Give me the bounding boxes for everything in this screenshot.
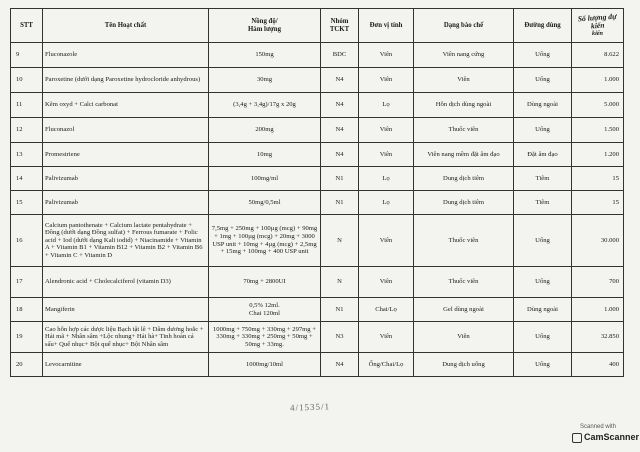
cell-group: N1 — [321, 191, 359, 215]
cell-qty: 400 — [572, 353, 624, 377]
cell-form: Dung dịch uống — [414, 353, 514, 377]
cell-stt: 17 — [11, 267, 43, 298]
cell-unit: Chai/Lọ — [359, 298, 414, 322]
header-strength — [209, 9, 321, 43]
cell-group: N1 — [321, 167, 359, 191]
cell-route: Uống — [514, 322, 572, 353]
table-row — [11, 191, 624, 215]
cell-route: Dùng ngoài — [514, 93, 572, 118]
cell-group: N4 — [321, 93, 359, 118]
cell-unit: Viên — [359, 118, 414, 143]
cell-qty: 1.000 — [572, 68, 624, 93]
drug-list-table — [10, 8, 624, 377]
cell-route: Uống — [514, 353, 572, 377]
cell-form: Dung dịch tiêm — [414, 191, 514, 215]
cell-route: Đặt âm đạo — [514, 143, 572, 167]
cell-form: Viên — [414, 68, 514, 93]
table-row — [11, 167, 624, 191]
cell-unit: Ống/Chai/Lọ — [359, 353, 414, 377]
scanner-caption: Scanned with — [580, 424, 617, 430]
cell-stt: 13 — [11, 143, 43, 167]
cell-stt: 19 — [11, 322, 43, 353]
cell-stt: 9 — [11, 43, 43, 68]
cell-strength: (3,4g + 3,4g)/17g x 20g — [209, 93, 321, 118]
header-stt: STT — [11, 9, 43, 43]
cell-stt: 16 — [11, 215, 43, 267]
cell-group: BDC — [321, 43, 359, 68]
cell-form: Thuốc viên — [414, 267, 514, 298]
camscanner-logo-icon — [572, 433, 582, 443]
header-route: Đường dùng — [514, 9, 572, 43]
table-row — [11, 43, 624, 68]
cell-name: Fluconazole — [43, 43, 209, 68]
table-header-row — [11, 9, 624, 43]
cell-strength: 10mg — [209, 143, 321, 167]
cell-name: Fluconazol — [43, 118, 209, 143]
cell-form: Gel dùng ngoài — [414, 298, 514, 322]
cell-unit: Viên — [359, 267, 414, 298]
cell-form: Viên nang mềm đặt âm đạo — [414, 143, 514, 167]
cell-route: Uống — [514, 267, 572, 298]
cell-unit: Lọ — [359, 191, 414, 215]
cell-group: N4 — [321, 353, 359, 377]
table-row — [11, 298, 624, 322]
cell-strength: 150mg — [209, 43, 321, 68]
cell-qty: 15 — [572, 191, 624, 215]
cell-name: Cao hỗn hợp các dược liệu Bạch tật lê + Dâm dương hoắc + Hải mã + Nhân sâm +Lộc nhung+ Hải hà+ Tinh hoàn cá sấu+ Quế nhục+ Bột quế nhục+ Bột Nhân sâm — [43, 322, 209, 353]
camscanner-watermark — [572, 424, 640, 446]
header-qty-line1: Số lượng dự kiến — [577, 11, 617, 31]
cell-form: Hỗn dịch dùng ngoài — [414, 93, 514, 118]
cell-form: Thuốc viên — [414, 118, 514, 143]
cell-unit: Lọ — [359, 93, 414, 118]
cell-form: Dung dịch tiêm — [414, 167, 514, 191]
table-row — [11, 118, 624, 143]
cell-group: N — [321, 267, 359, 298]
cell-strength: 0,5% 12ml. Chai 120ml — [209, 298, 321, 322]
table-row — [11, 353, 624, 377]
header-qty — [572, 9, 624, 43]
cell-strength: 7,5mg + 250mg + 100µg (mcg) + 90mg + 1mg + 100µg (mcg) + 20mg + 3000 USP unit + 10mg + 4µg (mcg) + 2,5mg + 15mg + 100mg + 400 USP unit — [209, 215, 321, 267]
table-row — [11, 267, 624, 298]
table-row — [11, 68, 624, 93]
cell-form: Viên — [414, 322, 514, 353]
cell-group: N3 — [321, 322, 359, 353]
cell-qty: 1.000 — [572, 298, 624, 322]
header-name: Tên Hoạt chất — [43, 9, 209, 43]
cell-strength: 1000mg + 750mg + 330mg + 297mg + 330mg + 330mg + 250mg + 50mg + 50mg + 33mg. — [209, 322, 321, 353]
cell-stt: 20 — [11, 353, 43, 377]
cell-qty: 5.000 — [572, 93, 624, 118]
cell-strength: 30mg — [209, 68, 321, 93]
cell-route: Tiêm — [514, 167, 572, 191]
cell-route: Uống — [514, 215, 572, 267]
table-row — [11, 143, 624, 167]
cell-qty: 15 — [572, 167, 624, 191]
cell-stt: 14 — [11, 167, 43, 191]
cell-qty: 700 — [572, 267, 624, 298]
cell-unit: Viên — [359, 143, 414, 167]
cell-stt: 15 — [11, 191, 43, 215]
cell-name: Alendronic acid + Cholecalciferol (vitamin D3) — [43, 267, 209, 298]
cell-route: Uống — [514, 118, 572, 143]
cell-strength: 70mg + 2800UI — [209, 267, 321, 298]
cell-group: N4 — [321, 143, 359, 167]
cell-name: Kẽm oxyd + Calci carbonat — [43, 93, 209, 118]
cell-name: Calcium pantothenate + Calcium lactate pentahydrate + Đồng (dưới dạng Đồng sulfat) + Ferrous fumarate + Folic acid + Iod (dưới dạng Kali iodid) + Niacinamide + Vitamin A + Vitamin B1 + Vitamin B12 + Vitamin B2 + Vitamin B6 + Vitamin C + Vitamin D — [43, 215, 209, 267]
table-row — [11, 93, 624, 118]
cell-stt: 11 — [11, 93, 43, 118]
cell-strength: 200mg — [209, 118, 321, 143]
cell-strength: 100mg/ml — [209, 167, 321, 191]
cell-stt: 12 — [11, 118, 43, 143]
table-row — [11, 322, 624, 353]
cell-route: Dùng ngoài — [514, 298, 572, 322]
cell-unit: Viên — [359, 68, 414, 93]
header-form: Dạng bào chế — [414, 9, 514, 43]
header-strength-line2: Hàm lượng — [248, 25, 281, 33]
cell-route: Uống — [514, 68, 572, 93]
cell-qty: 30.000 — [572, 215, 624, 267]
cell-group: N4 — [321, 68, 359, 93]
cell-route: Uống — [514, 43, 572, 68]
header-group: Nhóm TCKT — [321, 9, 359, 43]
cell-qty: 1.200 — [572, 143, 624, 167]
cell-strength: 50mg/0,5ml — [209, 191, 321, 215]
header-strength-line1: Nồng độ/ — [251, 17, 278, 25]
cell-name: Promestriene — [43, 143, 209, 167]
cell-name: Palivizumab — [43, 167, 209, 191]
cell-strength: 1000mg/10ml — [209, 353, 321, 377]
cell-stt: 10 — [11, 68, 43, 93]
cell-group: N — [321, 215, 359, 267]
header-qty-line2: kiến — [591, 30, 603, 37]
cell-group: N1 — [321, 298, 359, 322]
cell-form: Thuốc viên — [414, 215, 514, 267]
cell-name: Paroxetine (dưới dạng Paroxetine hydrocloride anhydrous) — [43, 68, 209, 93]
cell-name: Mangiferin — [43, 298, 209, 322]
cell-qty: 32.850 — [572, 322, 624, 353]
cell-unit: Lọ — [359, 167, 414, 191]
cell-form: Viên nang cứng — [414, 43, 514, 68]
header-unit: Đơn vị tính — [359, 9, 414, 43]
table-row — [11, 215, 624, 267]
cell-qty: 1.500 — [572, 118, 624, 143]
cell-group: N4 — [321, 118, 359, 143]
cell-name: Levocarnitine — [43, 353, 209, 377]
cell-unit: Viên — [359, 322, 414, 353]
scanner-brand: CamScanner — [584, 432, 640, 442]
cell-unit: Viên — [359, 215, 414, 267]
cell-name: Palivizumab — [43, 191, 209, 215]
handwritten-stamp: 4/1535/1 — [289, 401, 331, 413]
cell-route: Tiêm — [514, 191, 572, 215]
cell-qty: 8.622 — [572, 43, 624, 68]
cell-stt: 18 — [11, 298, 43, 322]
cell-unit: Viên — [359, 43, 414, 68]
